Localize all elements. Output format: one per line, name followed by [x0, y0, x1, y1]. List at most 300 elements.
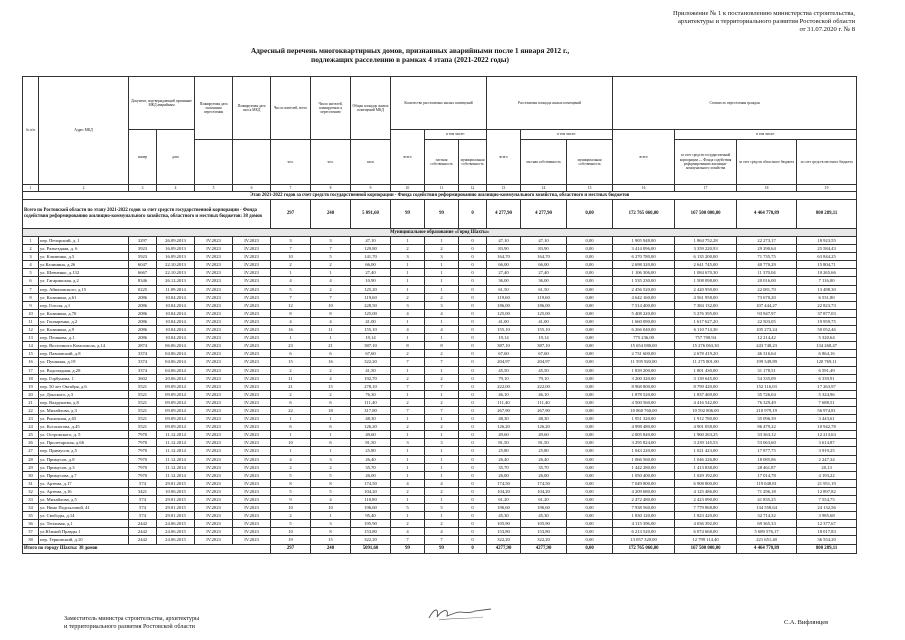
- table-cell: 6: [271, 423, 311, 431]
- table-cell: 4 998 480,00: [613, 423, 675, 431]
- table-cell: 196,60: [487, 504, 521, 512]
- table-cell: IV.2023: [195, 317, 233, 325]
- table-cell: 04.06.2014: [157, 358, 195, 366]
- table-cell: 0: [459, 245, 487, 253]
- table-cell: IV.2023: [195, 350, 233, 358]
- table-row: [23, 487, 857, 495]
- table-cell: 5: [271, 520, 311, 528]
- table-cell: 4 416 542,00: [675, 398, 737, 406]
- table-cell: 1: [425, 431, 459, 439]
- header-cost-incl: в том числе:: [675, 130, 857, 140]
- table-cell: 7 938 560,00: [613, 504, 675, 512]
- table-cell: 47,10: [521, 237, 567, 245]
- table-cell: 126,20: [487, 423, 521, 431]
- table-cell: 67,60: [521, 350, 567, 358]
- table-cell: 13 057 320,00: [613, 536, 675, 544]
- table-cell: 3 414 096,00: [613, 245, 675, 253]
- table-cell: 0,00: [567, 245, 613, 253]
- header-rooms-private: частная собственность: [425, 140, 459, 185]
- table-cell: IV.2023: [195, 277, 233, 285]
- table-cell: 2: [391, 398, 425, 406]
- table-cell: 221 651,40: [737, 536, 797, 544]
- table-cell: 196,60: [521, 504, 567, 512]
- final-total-cell: 800 289,11: [797, 544, 857, 553]
- table-cell: 8: [311, 528, 351, 536]
- table-cell: 12: [23, 326, 39, 334]
- table-cell: 2 423 090,00: [675, 496, 737, 504]
- table-cell: 1: [311, 431, 351, 439]
- table-row: [23, 423, 857, 431]
- table-body: [23, 192, 857, 554]
- table-cell: 3923: [129, 245, 157, 253]
- total-cell: 800 289,11: [797, 200, 857, 229]
- table-cell: 574: [129, 496, 157, 504]
- table-cell: 6: [23, 277, 39, 285]
- table-cell: 6 213 520,00: [613, 528, 675, 536]
- header-doc-number: номер: [129, 130, 157, 185]
- table-cell: 2: [311, 261, 351, 269]
- table-cell: 119,60: [487, 293, 521, 301]
- table-cell: 04.06.2014: [157, 350, 195, 358]
- total-cell: 99: [425, 200, 459, 229]
- table-cell: 1: [425, 269, 459, 277]
- table-cell: 1: [271, 334, 311, 342]
- header-settle-residents: Число жителей, планируемых к переселению: [311, 77, 351, 140]
- table-cell: 104,20: [521, 487, 567, 495]
- table-cell: 17: [23, 366, 39, 374]
- final-total-cell: 4277,90: [521, 544, 567, 553]
- header-cost-group: Стоимость переселения граждан: [613, 77, 857, 130]
- table-cell: 6 908 800,00: [675, 479, 737, 487]
- table-cell: 195,90: [351, 520, 391, 528]
- table-cell: 1 029 192,00: [675, 471, 737, 479]
- table-cell: 26.09.2013: [157, 237, 195, 245]
- table-cell: 0: [459, 479, 487, 487]
- table-cell: 20: [23, 390, 39, 398]
- table-row: [23, 479, 857, 487]
- table-cell: 53 063,60: [737, 439, 797, 447]
- table-cell: 0: [459, 406, 487, 414]
- table-cell: 3 985,68: [797, 512, 857, 520]
- table-cell: 125,00: [487, 309, 521, 317]
- column-number: 14: [521, 185, 567, 192]
- header-planned-date: Планируемая дата окончания переселения: [195, 77, 233, 140]
- table-cell: 0: [459, 277, 487, 285]
- table-cell: 1: [425, 471, 459, 479]
- table-cell: 1 046 226,80: [675, 455, 737, 463]
- table-cell: 4: [425, 309, 459, 317]
- table-cell: 24: [23, 423, 39, 431]
- table-cell: IV.2023: [195, 253, 233, 261]
- address-cell: ул. Примусов, д.3: [39, 463, 129, 471]
- table-cell: 7 514 400,00: [613, 301, 675, 309]
- table-row: [23, 317, 857, 325]
- table-cell: 1: [271, 447, 311, 455]
- table-cell: 4 125 486,00: [675, 487, 737, 495]
- table-cell: 0,00: [567, 479, 613, 487]
- table-cell: 0,00: [567, 366, 613, 374]
- table-cell: 7970: [129, 471, 157, 479]
- table-cell: 22.10.2013: [157, 261, 195, 269]
- table-cell: 26,40: [521, 455, 567, 463]
- table-cell: 2086: [129, 326, 157, 334]
- table-cell: 11.12.2014: [157, 471, 195, 479]
- table-cell: 4: [271, 455, 311, 463]
- table-cell: 7970: [129, 447, 157, 455]
- table-cell: 0: [459, 342, 487, 350]
- table-cell: 1: [425, 447, 459, 455]
- table-cell: 11 370,04: [737, 269, 797, 277]
- table-cell: 3: [425, 301, 459, 309]
- table-cell: 22 823,73: [797, 301, 857, 309]
- table-cell: 12 377,67: [797, 520, 857, 528]
- table-cell: 5: [311, 253, 351, 261]
- table-cell: 2: [271, 512, 311, 520]
- table-cell: 7: [425, 406, 459, 414]
- table-cell: IV.2023: [233, 512, 271, 520]
- table-cell: 0: [459, 528, 487, 536]
- total-cell: 172 765 060,00: [613, 200, 675, 229]
- final-total-cell: 297: [271, 544, 311, 553]
- table-cell: 2442: [129, 536, 157, 544]
- total-cell: 99: [391, 200, 425, 229]
- address-cell: пер. Терновский, д.10: [39, 536, 129, 544]
- table-cell: 6 339,91: [797, 374, 857, 382]
- table-cell: 1: [311, 415, 351, 423]
- table-cell: 164,70: [487, 253, 521, 261]
- table-cell: 26,00: [487, 471, 521, 479]
- address-cell: пер. Горбунова, 1: [39, 374, 129, 382]
- header-unit-area: кв.м: [351, 140, 391, 185]
- table-cell: 204,97: [487, 358, 521, 366]
- total-cell: 4 277,90: [487, 200, 521, 229]
- table-cell: 71 735,75: [737, 253, 797, 261]
- table-cell: 6 074 668,00: [675, 528, 737, 536]
- total-cell: 5 091,60: [351, 200, 391, 229]
- table-cell: 20.06.2014: [157, 374, 195, 382]
- table-cell: 36,00: [521, 277, 567, 285]
- table-cell: 12 214,42: [737, 334, 797, 342]
- table-row: [23, 334, 857, 342]
- table-cell: IV.2023: [195, 269, 233, 277]
- table-cell: IV.2023: [233, 309, 271, 317]
- table-cell: 5: [271, 471, 311, 479]
- stage-label: Этап 2021-2022 годов за счет средств государственной корпорации - Фонда содействия реформированию жилищно-коммунального хозяйства, областного и местных бюджетов: [23, 192, 857, 200]
- table-cell: 45,30: [521, 512, 567, 520]
- table-cell: 41,00: [351, 317, 391, 325]
- table-cell: 1: [23, 237, 39, 245]
- table-cell: 28 461,87: [737, 463, 797, 471]
- table-cell: IV.2023: [233, 423, 271, 431]
- table-cell: 2: [425, 423, 459, 431]
- header-planned-demolition: Планируемая дата сноса МКД: [233, 77, 271, 140]
- table-cell: 3: [391, 301, 425, 309]
- table-cell: 7: [271, 245, 311, 253]
- table-cell: 4 036 392,00: [675, 520, 737, 528]
- table-cell: 25,80: [351, 447, 391, 455]
- address-cell: ул. Пролетарская, д.66: [39, 439, 129, 447]
- table-cell: IV.2023: [233, 342, 271, 350]
- table-cell: IV.2023: [195, 496, 233, 504]
- table-cell: 1: [391, 431, 425, 439]
- table-cell: 36: [23, 520, 39, 528]
- table-row: [23, 536, 857, 544]
- header-cost-total: всего: [613, 130, 675, 185]
- table-cell: 2086: [129, 293, 157, 301]
- table-cell: 1 905 948,00: [613, 237, 675, 245]
- table-cell: IV.2023: [195, 374, 233, 382]
- table-row: [23, 528, 857, 536]
- table-cell: 3 614,87: [797, 439, 857, 447]
- header-unit-planned: [195, 140, 233, 185]
- table-cell: 47,10: [487, 237, 521, 245]
- table-cell: 126,20: [351, 423, 391, 431]
- table-cell: 3: [425, 253, 459, 261]
- table-row: [23, 277, 857, 285]
- table-cell: IV.2023: [195, 487, 233, 495]
- table-cell: 1: [271, 431, 311, 439]
- table-cell: 37: [23, 528, 39, 536]
- table-cell: 1: [311, 269, 351, 277]
- table-cell: 6667: [129, 269, 157, 277]
- table-cell: 222,00: [521, 382, 567, 390]
- table-cell: 41,50: [351, 366, 391, 374]
- table-cell: 126,20: [521, 423, 567, 431]
- table-cell: 12 897,82: [797, 487, 857, 495]
- table-cell: 11: [271, 374, 311, 382]
- table-row: [23, 285, 857, 293]
- address-cell: ул. Донского, д.3: [39, 390, 129, 398]
- table-cell: 8: [425, 342, 459, 350]
- table-cell: 153,80: [487, 528, 521, 536]
- table-cell: 0: [459, 366, 487, 374]
- table-cell: 10: [271, 528, 311, 536]
- table-row: [23, 382, 857, 390]
- table-cell: 3374: [129, 366, 157, 374]
- table-cell: 155,10: [521, 326, 567, 334]
- table-cell: 2: [391, 245, 425, 253]
- header-total-area: Общая площадь жилых помещений МКД: [351, 77, 391, 140]
- header-area-incl: в том числе:: [521, 130, 613, 140]
- table-cell: 09.09.2014: [157, 382, 195, 390]
- table-cell: 3421: [129, 487, 157, 495]
- address-cell: пер. Вахрушева, д.8: [39, 398, 129, 406]
- table-cell: 25: [23, 431, 39, 439]
- address-cell: ул. Свободы, д.14: [39, 512, 129, 520]
- table-cell: 120 769,11: [797, 358, 857, 366]
- table-row: [23, 390, 857, 398]
- document-title: [200, 46, 620, 64]
- table-cell: 5521: [129, 390, 157, 398]
- table-cell: 8346: [129, 277, 157, 285]
- header-residents: Число жителей, всего: [271, 77, 311, 140]
- table-cell: 8 968 800,00: [613, 382, 675, 390]
- total-cell: 4 277,90: [521, 200, 567, 229]
- table-cell: 67,60: [487, 350, 521, 358]
- table-cell: 6: [311, 350, 351, 358]
- table-cell: 1 413 838,00: [675, 463, 737, 471]
- table-cell: IV.2023: [195, 520, 233, 528]
- table-cell: 15 654 080,00: [613, 342, 675, 350]
- address-cell: ул. Гагаринская, д.2: [39, 277, 129, 285]
- table-cell: 63 844,25: [797, 253, 857, 261]
- table-cell: 1: [425, 285, 459, 293]
- header-rooms-incl: в том числе:: [425, 130, 487, 140]
- table-cell: 387,10: [521, 342, 567, 350]
- column-number: 2: [39, 185, 129, 192]
- table-cell: 1 830 120,00: [613, 512, 675, 520]
- table-cell: 0,00: [567, 309, 613, 317]
- table-cell: 5923: [129, 253, 157, 261]
- table-cell: 4 115 396,00: [613, 520, 675, 528]
- table-cell: 16: [23, 358, 39, 366]
- table-cell: 20 016,00: [737, 277, 797, 285]
- municipality-row: [23, 229, 857, 237]
- table-cell: 5: [311, 471, 351, 479]
- address-cell: ул. Шевченко, д.132: [39, 269, 129, 277]
- table-cell: 1 837 469,00: [675, 390, 737, 398]
- table-cell: 1 066 560,00: [613, 455, 675, 463]
- table-cell: 3: [391, 439, 425, 447]
- address-cell: пер. Примусов, д.5: [39, 447, 129, 455]
- table-cell: 2 731 600,00: [613, 350, 675, 358]
- table-cell: 4: [425, 528, 459, 536]
- table-cell: 6 864,16: [797, 350, 857, 358]
- title-line-2: подлежащих расселению в рамках 4 этапа (2021-2022 годы): [310, 55, 510, 64]
- table-cell: 152 116,03: [737, 382, 797, 390]
- table-cell: IV.2023: [233, 334, 271, 342]
- table-cell: 11 595 920,00: [613, 358, 675, 366]
- table-cell: 2: [425, 398, 459, 406]
- table-cell: 31: [23, 479, 39, 487]
- table-cell: 5 320,64: [797, 334, 857, 342]
- table-cell: 0,00: [567, 317, 613, 325]
- table-cell: 0,00: [567, 285, 613, 293]
- final-total-cell: 167 500 000,00: [675, 544, 737, 553]
- table-cell: 0: [459, 496, 487, 504]
- stage-row: [23, 192, 857, 200]
- table-cell: 5: [271, 487, 311, 495]
- table-cell: 5 324,96: [797, 390, 857, 398]
- table-cell: 2: [271, 366, 311, 374]
- table-cell: 27,40: [521, 269, 567, 277]
- table-cell: 6 591,49: [797, 366, 857, 374]
- table-cell: 24 132,56: [797, 504, 857, 512]
- table-cell: IV.2023: [195, 326, 233, 334]
- table-cell: 6: [311, 439, 351, 447]
- header-rooms-municipal: муниципальная собственность: [459, 140, 487, 185]
- table-cell: 0,00: [567, 487, 613, 495]
- table-cell: 16: [311, 358, 351, 366]
- table-cell: 105 273,24: [737, 326, 797, 334]
- table-cell: 186,00: [487, 301, 521, 309]
- table-cell: 125,00: [521, 309, 567, 317]
- table-cell: 2: [391, 423, 425, 431]
- table-cell: IV.2023: [233, 398, 271, 406]
- table-cell: 2: [311, 463, 351, 471]
- table-cell: 11: [23, 317, 39, 325]
- table-cell: 10 860 760,00: [613, 406, 675, 414]
- table-cell: 1: [425, 261, 459, 269]
- table-cell: IV.2023: [233, 245, 271, 253]
- table-cell: 10: [271, 253, 311, 261]
- table-cell: 41,00: [487, 317, 521, 325]
- table-cell: 66,00: [487, 261, 521, 269]
- table-cell: 2: [271, 463, 311, 471]
- table-cell: 0: [459, 431, 487, 439]
- table-cell: 48,30: [487, 415, 521, 423]
- table-cell: IV.2023: [233, 471, 271, 479]
- table-cell: IV.2023: [195, 406, 233, 414]
- address-cell: ул. Артема, д.16: [39, 487, 129, 495]
- table-cell: 6: [311, 398, 351, 406]
- table-cell: 10 265,66: [797, 269, 857, 277]
- table-cell: 11.12.2014: [157, 447, 195, 455]
- table-cell: 22 273,17: [737, 237, 797, 245]
- table-cell: IV.2023: [195, 309, 233, 317]
- table-cell: 0,00: [567, 374, 613, 382]
- table-cell: 0,00: [567, 382, 613, 390]
- table-cell: 8: [311, 479, 351, 487]
- table-row: [23, 471, 857, 479]
- table-cell: 61,50: [487, 285, 521, 293]
- table-cell: 29.01.2015: [157, 479, 195, 487]
- table-cell: IV.2023: [195, 479, 233, 487]
- table-row: [23, 374, 857, 382]
- table-cell: 222,00: [487, 382, 521, 390]
- column-number: 11: [425, 185, 459, 192]
- table-cell: 775 236,00: [613, 334, 675, 342]
- table-cell: IV.2023: [233, 487, 271, 495]
- table-cell: IV.2023: [233, 528, 271, 536]
- table-cell: 48,30: [521, 415, 567, 423]
- header-unit-demolition: [233, 140, 271, 185]
- total-cell: 4 464 770,89: [737, 200, 797, 229]
- table-cell: 11.09.2014: [157, 285, 195, 293]
- table-cell: 9: [23, 301, 39, 309]
- table-row: [23, 326, 857, 334]
- table-cell: 22.10.2013: [157, 269, 195, 277]
- final-total-cell: 99: [391, 544, 425, 553]
- table-cell: 4: [391, 326, 425, 334]
- table-cell: 2442: [129, 528, 157, 536]
- table-cell: 4: [425, 479, 459, 487]
- table-cell: IV.2023: [195, 301, 233, 309]
- table-cell: 8 799 420,00: [675, 382, 737, 390]
- table-cell: IV.2023: [233, 520, 271, 528]
- table-cell: 33: [23, 496, 39, 504]
- table-cell: 12 213,63: [797, 431, 857, 439]
- table-cell: 19,14: [521, 334, 567, 342]
- table-cell: 125,00: [351, 309, 391, 317]
- table-cell: 1 801 430,00: [675, 366, 737, 374]
- table-cell: 0,00: [567, 520, 613, 528]
- final-total-cell: 5091,60: [351, 544, 391, 553]
- table-cell: IV.2023: [195, 245, 233, 253]
- table-cell: 243 748,23: [737, 342, 797, 350]
- table-cell: 7: [271, 293, 311, 301]
- table-cell: 0: [459, 520, 487, 528]
- table-cell: 7970: [129, 431, 157, 439]
- table-cell: 5 408 220,00: [613, 309, 675, 317]
- table-cell: 22: [271, 406, 311, 414]
- table-cell: 73 670,20: [737, 293, 797, 301]
- table-cell: 3602: [129, 374, 157, 382]
- table-cell: 1: [391, 415, 425, 423]
- table-cell: 2: [391, 487, 425, 495]
- table-cell: 2 247,34: [797, 455, 857, 463]
- table-cell: 27,40: [351, 269, 391, 277]
